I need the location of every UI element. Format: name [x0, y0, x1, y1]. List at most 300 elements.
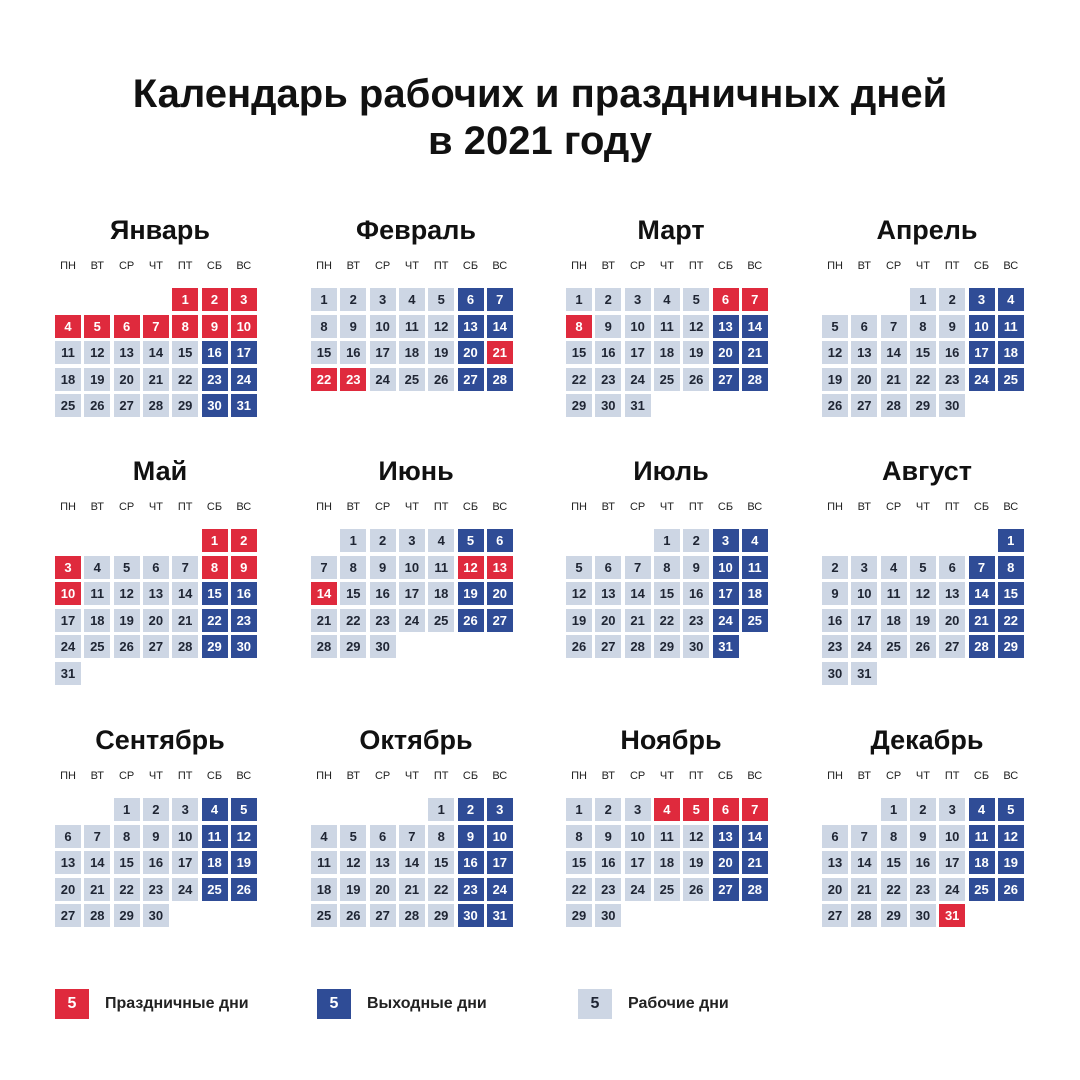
weekday-label: ВС — [492, 260, 508, 272]
day-cell: 18 — [654, 341, 680, 364]
weekday-label: ВТ — [857, 770, 871, 782]
day-cell: 11 — [202, 825, 228, 848]
legend-label-weekend: Выходные дни — [367, 995, 487, 1012]
day-cell: 18 — [998, 341, 1024, 364]
weekday-label: ПН — [316, 770, 332, 782]
day-cell: 23 — [143, 878, 169, 901]
day-cell: 4 — [654, 288, 680, 311]
day-cell: 15 — [566, 851, 592, 874]
month-name: Март — [637, 215, 705, 245]
month-name: Сентябрь — [95, 725, 225, 755]
day-cell: 4 — [998, 288, 1024, 311]
day-cell: 25 — [654, 878, 680, 901]
day-cell: 13 — [114, 341, 140, 364]
day-cell: 20 — [713, 341, 739, 364]
day-cell: 14 — [851, 851, 877, 874]
day-cell: 30 — [458, 904, 484, 927]
day-cell: 22 — [172, 368, 198, 391]
weekday-label: СБ — [206, 260, 223, 272]
day-cell: 28 — [487, 368, 513, 391]
day-cell: 30 — [143, 904, 169, 927]
day-cell: 2 — [370, 529, 396, 552]
day-cell: 1 — [202, 529, 228, 552]
day-cell: 20 — [114, 368, 140, 391]
day-cell: 26 — [428, 368, 454, 391]
weekday-label: СР — [885, 501, 902, 513]
day-cell: 3 — [55, 556, 81, 579]
day-cell: 23 — [595, 878, 621, 901]
day-cell: 22 — [910, 368, 936, 391]
day-cell: 19 — [566, 609, 592, 632]
day-cell: 19 — [231, 851, 257, 874]
day-cell: 28 — [399, 904, 425, 927]
day-cell: 19 — [683, 851, 709, 874]
day-cell: 18 — [428, 582, 454, 605]
weekday-label: ВС — [1003, 501, 1019, 513]
day-cell: 10 — [939, 825, 965, 848]
weekday-label: ВТ — [346, 770, 360, 782]
weekday-label: ПТ — [944, 260, 960, 272]
weekday-label: ЧТ — [915, 260, 930, 272]
day-cell: 18 — [311, 878, 337, 901]
day-cell: 24 — [939, 878, 965, 901]
day-cell: 13 — [370, 851, 396, 874]
weekday-label: СР — [629, 501, 646, 513]
day-cell: 2 — [458, 798, 484, 821]
day-cell: 14 — [742, 825, 768, 848]
month-name: Июль — [633, 456, 709, 486]
weekday-label: ВС — [236, 260, 252, 272]
weekday-label: ПТ — [433, 770, 449, 782]
day-cell: 31 — [231, 394, 257, 417]
day-cell: 24 — [231, 368, 257, 391]
day-cell: 13 — [55, 851, 81, 874]
day-cell: 22 — [998, 609, 1024, 632]
day-cell: 28 — [625, 635, 651, 658]
day-cell: 11 — [84, 582, 110, 605]
day-cell: 18 — [742, 582, 768, 605]
day-cell: 20 — [55, 878, 81, 901]
day-cell: 9 — [143, 825, 169, 848]
day-cell: 2 — [939, 288, 965, 311]
day-cell: 17 — [625, 851, 651, 874]
day-cell: 22 — [566, 878, 592, 901]
day-cell: 15 — [881, 851, 907, 874]
day-cell: 3 — [939, 798, 965, 821]
day-cell: 30 — [202, 394, 228, 417]
day-cell: 19 — [114, 609, 140, 632]
day-cell: 16 — [822, 609, 848, 632]
day-cell: 2 — [340, 288, 366, 311]
day-cell: 14 — [311, 582, 337, 605]
day-cell: 22 — [202, 609, 228, 632]
weekday-label: СБ — [717, 770, 734, 782]
day-cell: 25 — [428, 609, 454, 632]
day-cell: 11 — [654, 825, 680, 848]
day-cell: 5 — [683, 288, 709, 311]
day-cell: 20 — [370, 878, 396, 901]
day-cell: 18 — [84, 609, 110, 632]
day-cell: 5 — [231, 798, 257, 821]
day-cell: 8 — [114, 825, 140, 848]
day-cell: 22 — [114, 878, 140, 901]
day-cell: 9 — [939, 315, 965, 338]
day-cell: 29 — [566, 394, 592, 417]
day-cell: 20 — [713, 851, 739, 874]
day-cell: 23 — [202, 368, 228, 391]
weekday-label: ЧТ — [659, 770, 674, 782]
weekday-label: ВТ — [90, 501, 104, 513]
day-cell: 24 — [55, 635, 81, 658]
day-cell: 6 — [458, 288, 484, 311]
day-cell: 17 — [370, 341, 396, 364]
day-cell: 4 — [428, 529, 454, 552]
day-cell: 1 — [428, 798, 454, 821]
weekday-label: ВС — [1003, 260, 1019, 272]
weekday-label: ВТ — [601, 501, 615, 513]
day-cell: 24 — [172, 878, 198, 901]
month-name: Ноябрь — [620, 725, 722, 755]
day-cell: 15 — [311, 341, 337, 364]
day-cell: 27 — [939, 635, 965, 658]
weekday-label: СБ — [717, 501, 734, 513]
weekday-label: ПН — [571, 260, 587, 272]
day-cell: 23 — [370, 609, 396, 632]
weekday-label: ЧТ — [659, 501, 674, 513]
weekday-label: ПН — [60, 260, 76, 272]
weekday-label: ВС — [747, 770, 763, 782]
day-cell: 8 — [654, 556, 680, 579]
day-cell: 13 — [595, 582, 621, 605]
day-cell: 26 — [683, 878, 709, 901]
day-cell: 27 — [458, 368, 484, 391]
day-cell: 25 — [998, 368, 1024, 391]
day-cell: 13 — [487, 556, 513, 579]
day-cell: 26 — [683, 368, 709, 391]
day-cell: 15 — [998, 582, 1024, 605]
day-cell: 10 — [399, 556, 425, 579]
day-cell: 23 — [822, 635, 848, 658]
day-cell: 7 — [143, 315, 169, 338]
day-cell: 30 — [595, 394, 621, 417]
day-cell: 21 — [143, 368, 169, 391]
day-cell: 10 — [172, 825, 198, 848]
day-cell: 30 — [822, 662, 848, 685]
day-cell: 5 — [428, 288, 454, 311]
weekday-label: ЧТ — [404, 501, 419, 513]
day-cell: 10 — [969, 315, 995, 338]
day-cell: 21 — [625, 609, 651, 632]
day-cell: 4 — [742, 529, 768, 552]
day-cell: 12 — [340, 851, 366, 874]
day-cell: 2 — [143, 798, 169, 821]
day-cell: 29 — [910, 394, 936, 417]
day-cell: 10 — [625, 825, 651, 848]
day-cell: 19 — [822, 368, 848, 391]
day-cell: 1 — [998, 529, 1024, 552]
weekday-label: СР — [374, 770, 391, 782]
weekday-label: СБ — [717, 260, 734, 272]
weekday-label: ВТ — [601, 260, 615, 272]
day-cell: 6 — [370, 825, 396, 848]
day-cell: 17 — [939, 851, 965, 874]
day-cell: 31 — [487, 904, 513, 927]
day-cell: 10 — [231, 315, 257, 338]
day-cell: 17 — [713, 582, 739, 605]
day-cell: 1 — [172, 288, 198, 311]
day-cell: 10 — [625, 315, 651, 338]
day-cell: 12 — [998, 825, 1024, 848]
day-cell: 20 — [939, 609, 965, 632]
day-cell: 17 — [172, 851, 198, 874]
day-cell: 7 — [851, 825, 877, 848]
day-cell: 29 — [428, 904, 454, 927]
weekday-label: ВС — [747, 501, 763, 513]
weekday-label: ЧТ — [148, 770, 163, 782]
day-cell: 1 — [114, 798, 140, 821]
day-cell: 2 — [595, 288, 621, 311]
day-cell: 28 — [881, 394, 907, 417]
day-cell: 5 — [84, 315, 110, 338]
day-cell: 2 — [595, 798, 621, 821]
day-cell: 27 — [595, 635, 621, 658]
day-cell: 8 — [202, 556, 228, 579]
day-cell: 6 — [713, 798, 739, 821]
day-cell: 7 — [84, 825, 110, 848]
title-line-1: Календарь рабочих и праздничных дней — [132, 72, 948, 116]
day-cell: 22 — [654, 609, 680, 632]
day-cell: 26 — [910, 635, 936, 658]
day-cell: 21 — [969, 609, 995, 632]
month-name: Январь — [109, 215, 211, 245]
day-cell: 18 — [654, 851, 680, 874]
day-cell: 13 — [713, 825, 739, 848]
day-cell: 9 — [202, 315, 228, 338]
legend-swatch-weekend: 5 — [317, 989, 351, 1019]
day-cell: 15 — [172, 341, 198, 364]
day-cell: 1 — [910, 288, 936, 311]
day-cell: 24 — [851, 635, 877, 658]
day-cell: 30 — [231, 635, 257, 658]
day-cell: 16 — [143, 851, 169, 874]
day-cell: 7 — [172, 556, 198, 579]
day-cell: 13 — [851, 341, 877, 364]
month-name: Апрель — [876, 215, 978, 245]
weekday-label: ВТ — [90, 770, 104, 782]
day-cell: 26 — [458, 609, 484, 632]
day-cell: 8 — [566, 315, 592, 338]
day-cell: 1 — [566, 798, 592, 821]
day-cell: 3 — [713, 529, 739, 552]
day-cell: 8 — [172, 315, 198, 338]
day-cell: 28 — [311, 635, 337, 658]
day-cell: 8 — [910, 315, 936, 338]
weekday-label: ВТ — [857, 501, 871, 513]
day-cell: 3 — [487, 798, 513, 821]
day-cell: 1 — [654, 529, 680, 552]
weekday-label: СБ — [206, 501, 223, 513]
day-cell: 14 — [84, 851, 110, 874]
day-cell: 29 — [881, 904, 907, 927]
day-cell: 1 — [881, 798, 907, 821]
day-cell: 13 — [143, 582, 169, 605]
legend-label-holiday: Праздничные дни — [105, 995, 249, 1012]
day-cell: 24 — [969, 368, 995, 391]
weekday-label: СБ — [973, 501, 990, 513]
day-cell: 25 — [399, 368, 425, 391]
weekday-label: ЧТ — [404, 770, 419, 782]
day-cell: 5 — [822, 315, 848, 338]
day-cell: 28 — [969, 635, 995, 658]
weekday-label: СР — [885, 260, 902, 272]
day-cell: 29 — [172, 394, 198, 417]
day-cell: 21 — [311, 609, 337, 632]
day-cell: 9 — [595, 315, 621, 338]
day-cell: 29 — [566, 904, 592, 927]
weekday-label: ПН — [316, 501, 332, 513]
day-cell: 22 — [340, 609, 366, 632]
day-cell: 28 — [742, 878, 768, 901]
day-cell: 30 — [595, 904, 621, 927]
day-cell: 12 — [683, 825, 709, 848]
day-cell: 28 — [84, 904, 110, 927]
day-cell: 7 — [625, 556, 651, 579]
day-cell: 6 — [939, 556, 965, 579]
day-cell: 4 — [881, 556, 907, 579]
day-cell: 17 — [399, 582, 425, 605]
day-cell: 18 — [881, 609, 907, 632]
weekday-label: СР — [118, 501, 135, 513]
day-cell: 9 — [910, 825, 936, 848]
day-cell: 27 — [713, 878, 739, 901]
weekday-label: СБ — [462, 260, 479, 272]
day-cell: 8 — [881, 825, 907, 848]
day-cell: 26 — [340, 904, 366, 927]
day-cell: 7 — [311, 556, 337, 579]
day-cell: 9 — [595, 825, 621, 848]
day-cell: 12 — [910, 582, 936, 605]
day-cell: 10 — [370, 315, 396, 338]
weekday-label: СР — [374, 260, 391, 272]
month-name: Август — [882, 456, 972, 486]
weekday-label: СБ — [973, 770, 990, 782]
day-cell: 16 — [910, 851, 936, 874]
day-cell: 19 — [428, 341, 454, 364]
weekday-label: ПТ — [944, 501, 960, 513]
legend-swatch-holiday: 5 — [55, 989, 89, 1019]
day-cell: 29 — [654, 635, 680, 658]
day-cell: 13 — [713, 315, 739, 338]
day-cell: 27 — [487, 609, 513, 632]
day-cell: 18 — [55, 368, 81, 391]
weekday-label: ЧТ — [915, 501, 930, 513]
day-cell: 20 — [487, 582, 513, 605]
weekday-label: ВТ — [90, 260, 104, 272]
day-cell: 11 — [428, 556, 454, 579]
day-cell: 21 — [172, 609, 198, 632]
weekday-label: ПТ — [688, 501, 704, 513]
day-cell: 1 — [311, 288, 337, 311]
day-cell: 24 — [487, 878, 513, 901]
day-cell: 25 — [202, 878, 228, 901]
day-cell: 22 — [881, 878, 907, 901]
legend-label-workday: Рабочие дни — [628, 995, 729, 1012]
day-cell: 3 — [969, 288, 995, 311]
day-cell: 9 — [458, 825, 484, 848]
weekday-label: ПТ — [177, 501, 193, 513]
day-cell: 19 — [340, 878, 366, 901]
day-cell: 3 — [399, 529, 425, 552]
day-cell: 27 — [713, 368, 739, 391]
day-cell: 12 — [566, 582, 592, 605]
weekday-label: СР — [629, 260, 646, 272]
day-cell: 16 — [231, 582, 257, 605]
day-cell: 11 — [742, 556, 768, 579]
day-cell: 25 — [311, 904, 337, 927]
weekday-label: СР — [885, 770, 902, 782]
day-cell: 30 — [939, 394, 965, 417]
day-cell: 20 — [851, 368, 877, 391]
day-cell: 22 — [566, 368, 592, 391]
day-cell: 25 — [969, 878, 995, 901]
weekday-label: ЧТ — [148, 260, 163, 272]
title-line-2: в 2021 году — [428, 119, 652, 163]
day-cell: 28 — [172, 635, 198, 658]
day-cell: 27 — [55, 904, 81, 927]
day-cell: 11 — [654, 315, 680, 338]
day-cell: 3 — [625, 288, 651, 311]
day-cell: 12 — [822, 341, 848, 364]
day-cell: 17 — [487, 851, 513, 874]
day-cell: 10 — [55, 582, 81, 605]
day-cell: 8 — [340, 556, 366, 579]
weekday-label: ПТ — [688, 770, 704, 782]
weekday-label: ВС — [492, 501, 508, 513]
day-cell: 26 — [566, 635, 592, 658]
day-cell: 3 — [625, 798, 651, 821]
day-cell: 5 — [683, 798, 709, 821]
day-cell: 4 — [654, 798, 680, 821]
day-cell: 24 — [370, 368, 396, 391]
day-cell: 16 — [595, 341, 621, 364]
weekday-label: ПТ — [688, 260, 704, 272]
day-cell: 15 — [114, 851, 140, 874]
day-cell: 27 — [114, 394, 140, 417]
day-cell: 14 — [969, 582, 995, 605]
day-cell: 5 — [998, 798, 1024, 821]
day-cell: 6 — [55, 825, 81, 848]
day-cell: 15 — [910, 341, 936, 364]
month-name: Февраль — [356, 215, 476, 245]
day-cell: 1 — [340, 529, 366, 552]
day-cell: 23 — [595, 368, 621, 391]
day-cell: 3 — [231, 288, 257, 311]
day-cell: 29 — [340, 635, 366, 658]
day-cell: 18 — [399, 341, 425, 364]
day-cell: 5 — [566, 556, 592, 579]
day-cell: 26 — [998, 878, 1024, 901]
day-cell: 7 — [742, 288, 768, 311]
day-cell: 29 — [202, 635, 228, 658]
day-cell: 12 — [114, 582, 140, 605]
day-cell: 5 — [340, 825, 366, 848]
day-cell: 15 — [654, 582, 680, 605]
day-cell: 22 — [311, 368, 337, 391]
day-cell: 30 — [910, 904, 936, 927]
day-cell: 19 — [910, 609, 936, 632]
day-cell: 31 — [851, 662, 877, 685]
day-cell: 27 — [370, 904, 396, 927]
